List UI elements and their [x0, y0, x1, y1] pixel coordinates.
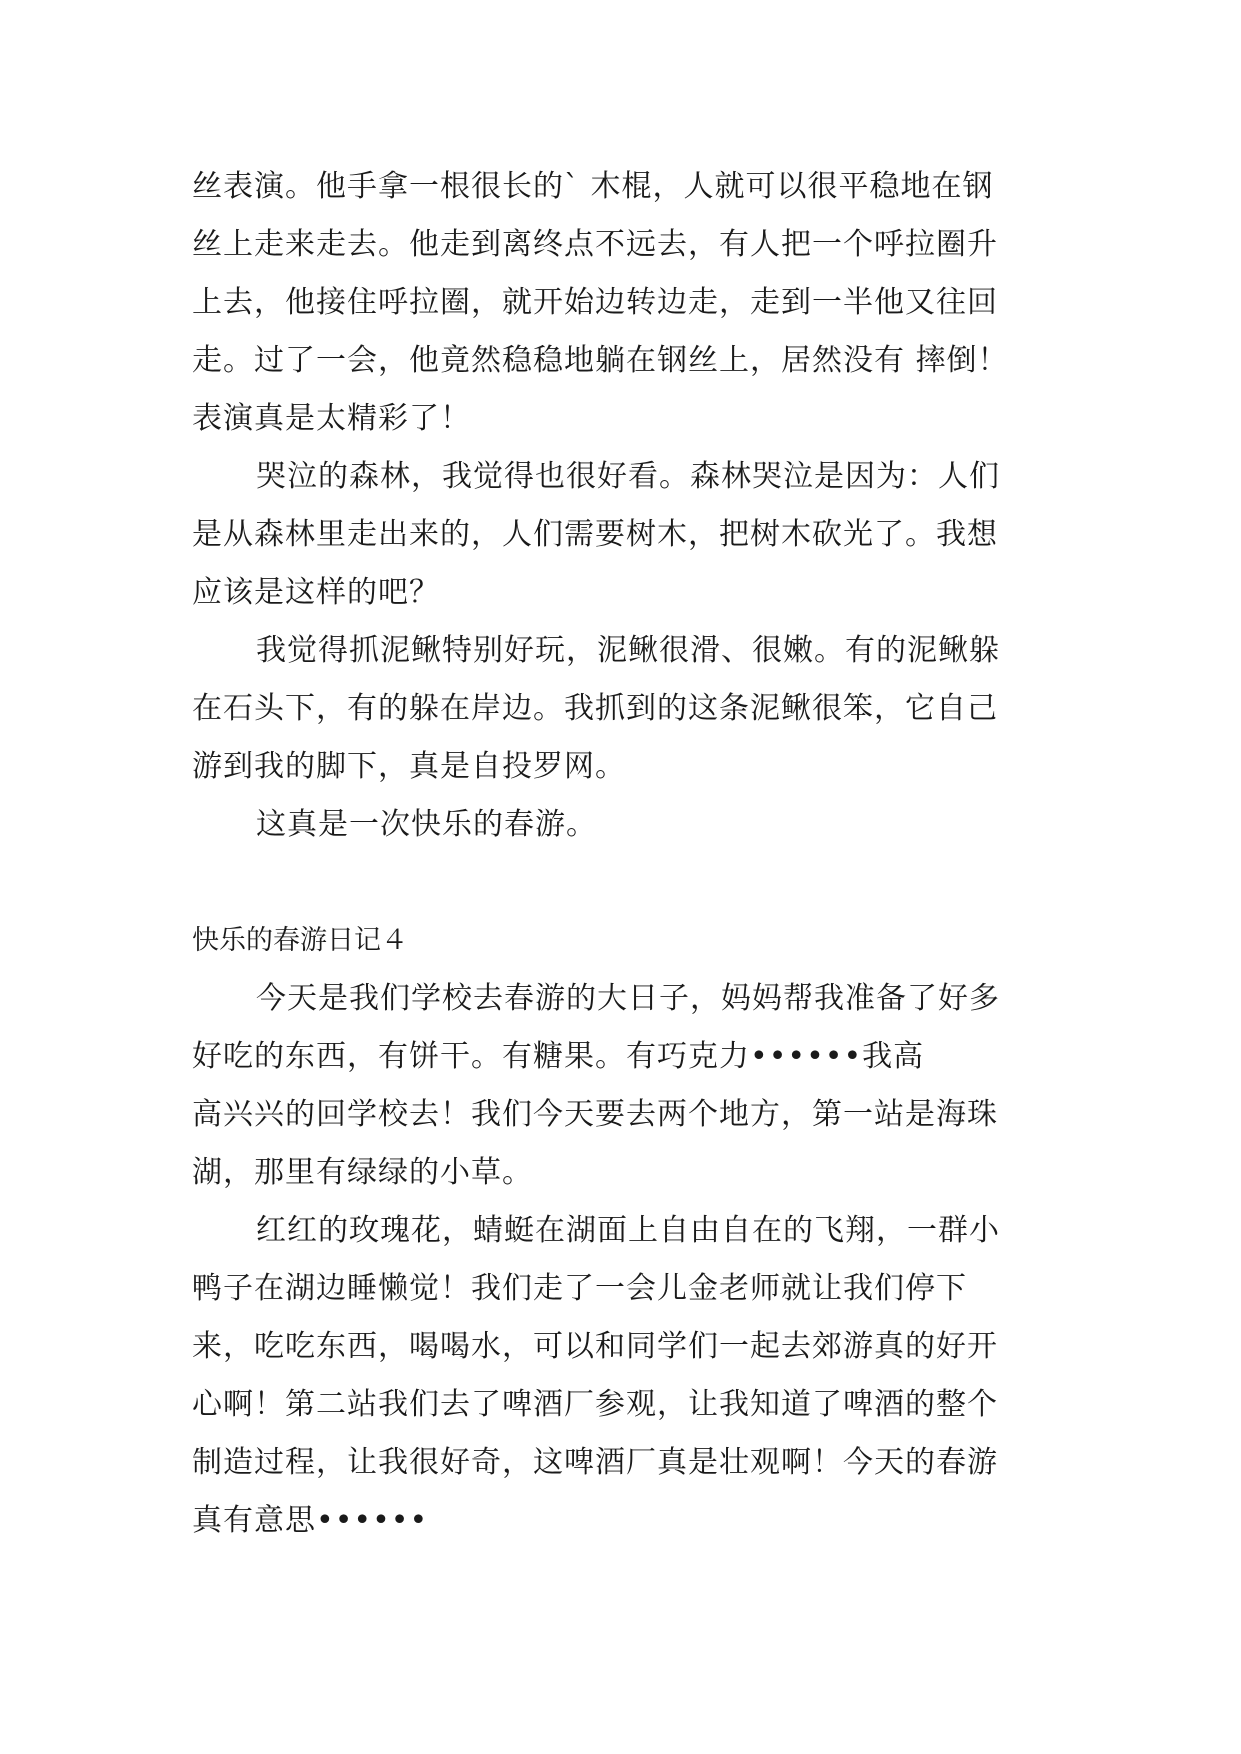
text-line: 哭泣的森林，我觉得也很好看。森林哭泣是因为：人们: [256, 459, 1000, 494]
text-line: 来，吃吃东西，喝喝水，可以和同学们一起去郊游真的好开: [192, 1329, 998, 1364]
text-line: 丝表演。他手拿一根很长的` 木棍，人就可以很平稳地在钢: [192, 169, 994, 204]
text-line: 真有意思••••••: [192, 1503, 429, 1538]
text-line: 上去，他接住呼拉圈，就开始边转边走，走到一半他又往回: [192, 285, 998, 320]
text-line: 鸭子在湖边睡懒觉！我们走了一会儿金老师就让我们停下: [192, 1271, 967, 1306]
text-line: 今天是我们学校去春游的大日子，妈妈帮我准备了好多: [256, 981, 1000, 1016]
text-line: 心啊！第二站我们去了啤酒厂参观，让我知道了啤酒的整个: [192, 1387, 998, 1422]
section-title: 快乐的春游日记４: [192, 925, 408, 956]
text-line: 是从森林里走出来的，人们需要树木，把树木砍光了。我想: [192, 517, 998, 552]
text-line: 湖，那里有绿绿的小草。: [192, 1155, 533, 1190]
text-line: 好吃的东西，有饼干。有糖果。有巧克力••••••我高: [192, 1039, 925, 1074]
text-line: 高兴兴的回学校去！我们今天要去两个地方，第一站是海珠: [192, 1097, 998, 1132]
text-line: 应该是这样的吧？: [192, 575, 440, 610]
text-line: 走。过了一会，他竟然稳稳地躺在钢丝上，居然没有 摔倒！: [192, 343, 1009, 378]
text-line: 丝上走来走去。他走到离终点不远去，有人把一个呼拉圈升: [192, 227, 998, 262]
text-line: 游到我的脚下，真是自投罗网。: [192, 749, 626, 784]
text-line: 我觉得抓泥鳅特别好玩，泥鳅很滑、很嫩。有的泥鳅躲: [256, 633, 1000, 668]
text-line: 表演真是太精彩了！: [192, 401, 471, 436]
text-line: 在石头下，有的躲在岸边。我抓到的这条泥鳅很笨，它自己: [192, 691, 998, 726]
text-line: 这真是一次快乐的春游。: [256, 807, 597, 842]
text-line: 红红的玫瑰花，蜻蜓在湖面上自由自在的飞翔，一群小: [256, 1213, 1000, 1248]
text-line: 制造过程，让我很好奇，这啤酒厂真是壮观啊！今天的春游: [192, 1445, 998, 1480]
